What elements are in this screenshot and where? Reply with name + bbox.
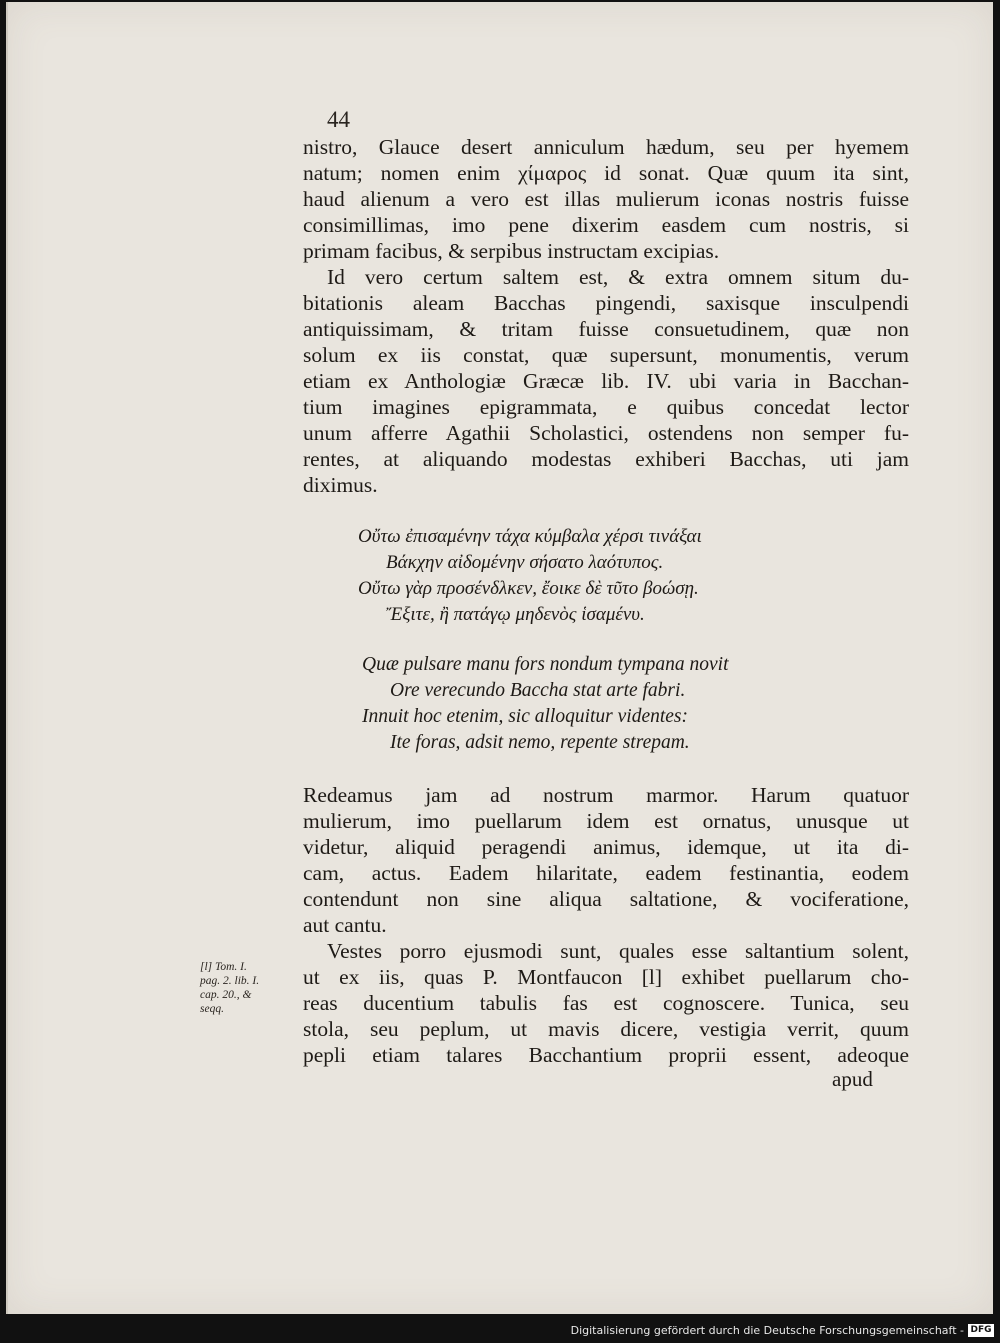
text-line: aut cantu. bbox=[303, 913, 387, 937]
verse-line: Οὔτω ἐπισαμένην τάχα κύμβαλα χέρσι τινάξαι bbox=[358, 526, 702, 547]
margin-footnote bbox=[200, 960, 300, 1016]
text-line: etiam ex Anthologiæ Græcæ lib. IV. ubi varia in Bacchan- bbox=[303, 369, 909, 393]
text-line: Redeamus jam ad nostrum marmor. Harum quatuor bbox=[303, 783, 909, 807]
text-line: bitationis aleam Bacchas pingendi, saxisque insculpendi bbox=[303, 291, 909, 315]
text-line: consimillimas, imo pene dixerim easdem cum nostris, si bbox=[303, 213, 909, 237]
note-line: [l] Tom. I. bbox=[200, 961, 247, 973]
note-line: pag. 2. lib. I. bbox=[200, 975, 260, 987]
verse-line: Βάκχην αἰδομένην σήσατο λαότυπος. bbox=[386, 552, 664, 573]
text-line: tium imagines epigrammata, e quibus concedat lector bbox=[303, 395, 909, 419]
text-line: nistro, Glauce desert anniculum hædum, seu per hyemem bbox=[303, 135, 909, 159]
page-number: 44 bbox=[327, 107, 350, 132]
verse-line: Ite foras, adsit nemo, repente strepam. bbox=[390, 732, 690, 753]
text-line: rentes, at aliquando modestas exhiberi Bacchas, uti jam bbox=[303, 447, 909, 471]
dfg-logo-icon: DFG bbox=[968, 1324, 994, 1337]
paragraph-1 bbox=[303, 134, 909, 264]
text-line: unum afferre Agathii Scholastici, ostendens non semper fu- bbox=[303, 421, 909, 445]
text-line: antiquissimam, & tritam fuisse consuetudinem, quæ non bbox=[303, 317, 909, 341]
text-line: videtur, aliquid peragendi animus, idemque, ut ita di- bbox=[303, 835, 909, 859]
text-line: natum; nomen enim χίμαρος id sonat. Quæ quum ita sint, bbox=[303, 161, 909, 185]
note-line: seqq. bbox=[200, 1003, 224, 1015]
verse-line: Innuit hoc etenim, sic alloquitur videntes: bbox=[362, 706, 689, 727]
footer-bar bbox=[0, 1320, 1000, 1343]
text-line: pepli etiam talares Bacchantium proprii essent, adeoque bbox=[303, 1043, 909, 1067]
text-line: stola, seu peplum, ut mavis dicere, vestigia verrit, quum bbox=[303, 1017, 909, 1041]
text-line: mulierum, imo puellarum idem est ornatus, unusque ut bbox=[303, 809, 909, 833]
text-line: diximus. bbox=[303, 473, 378, 497]
note-line: cap. 20., & bbox=[200, 989, 252, 1001]
text-line: Id vero certum saltem est, & extra omnem situm du- bbox=[327, 265, 909, 289]
verse-line: Ἔξιτε, ἢ πατάγῳ μηδενὸς ἱσαμένυ. bbox=[386, 604, 645, 625]
latin-translation bbox=[362, 652, 842, 756]
text-line: contendunt non sine aliqua saltatione, & vociferatione, bbox=[303, 887, 909, 911]
text-line: cam, actus. Eadem hilaritate, eadem festinantia, eodem bbox=[303, 861, 909, 885]
text-line: haud alienum a vero est illas mulierum iconas nostris fuisse bbox=[303, 187, 909, 211]
paragraph-3 bbox=[303, 782, 909, 938]
text-line: solum ex iis constat, quæ supersunt, monumentis, verum bbox=[303, 343, 909, 367]
paragraph-2 bbox=[303, 264, 909, 498]
verse-line: Quæ pulsare manu fors nondum tympana novit bbox=[362, 654, 729, 675]
verse-line: Οὔτω γὰρ προσένδλκεν, ἔοικε δὲ τῦτο βοώσῃ. bbox=[358, 578, 699, 599]
text-line: ut ex iis, quas P. Montfaucon [l] exhibet puellarum cho- bbox=[303, 965, 909, 989]
catchword: apud bbox=[832, 1067, 873, 1091]
text-line: reas ducentium tabulis fas est cognoscere. Tunica, seu bbox=[303, 991, 909, 1015]
funding-credit: Digitalisierung gefördert durch die Deutsche Forschungsgemeinschaft - bbox=[570, 1324, 964, 1337]
text-line: primam facibus, & serpibus instructam excipias. bbox=[303, 239, 720, 263]
text-line: Vestes porro ejusmodi sunt, quales esse saltantium solent, bbox=[327, 939, 909, 963]
verse-line: Ore verecundo Baccha stat arte fabri. bbox=[390, 680, 686, 701]
paragraph-4 bbox=[303, 938, 909, 1068]
greek-epigram bbox=[358, 524, 828, 628]
